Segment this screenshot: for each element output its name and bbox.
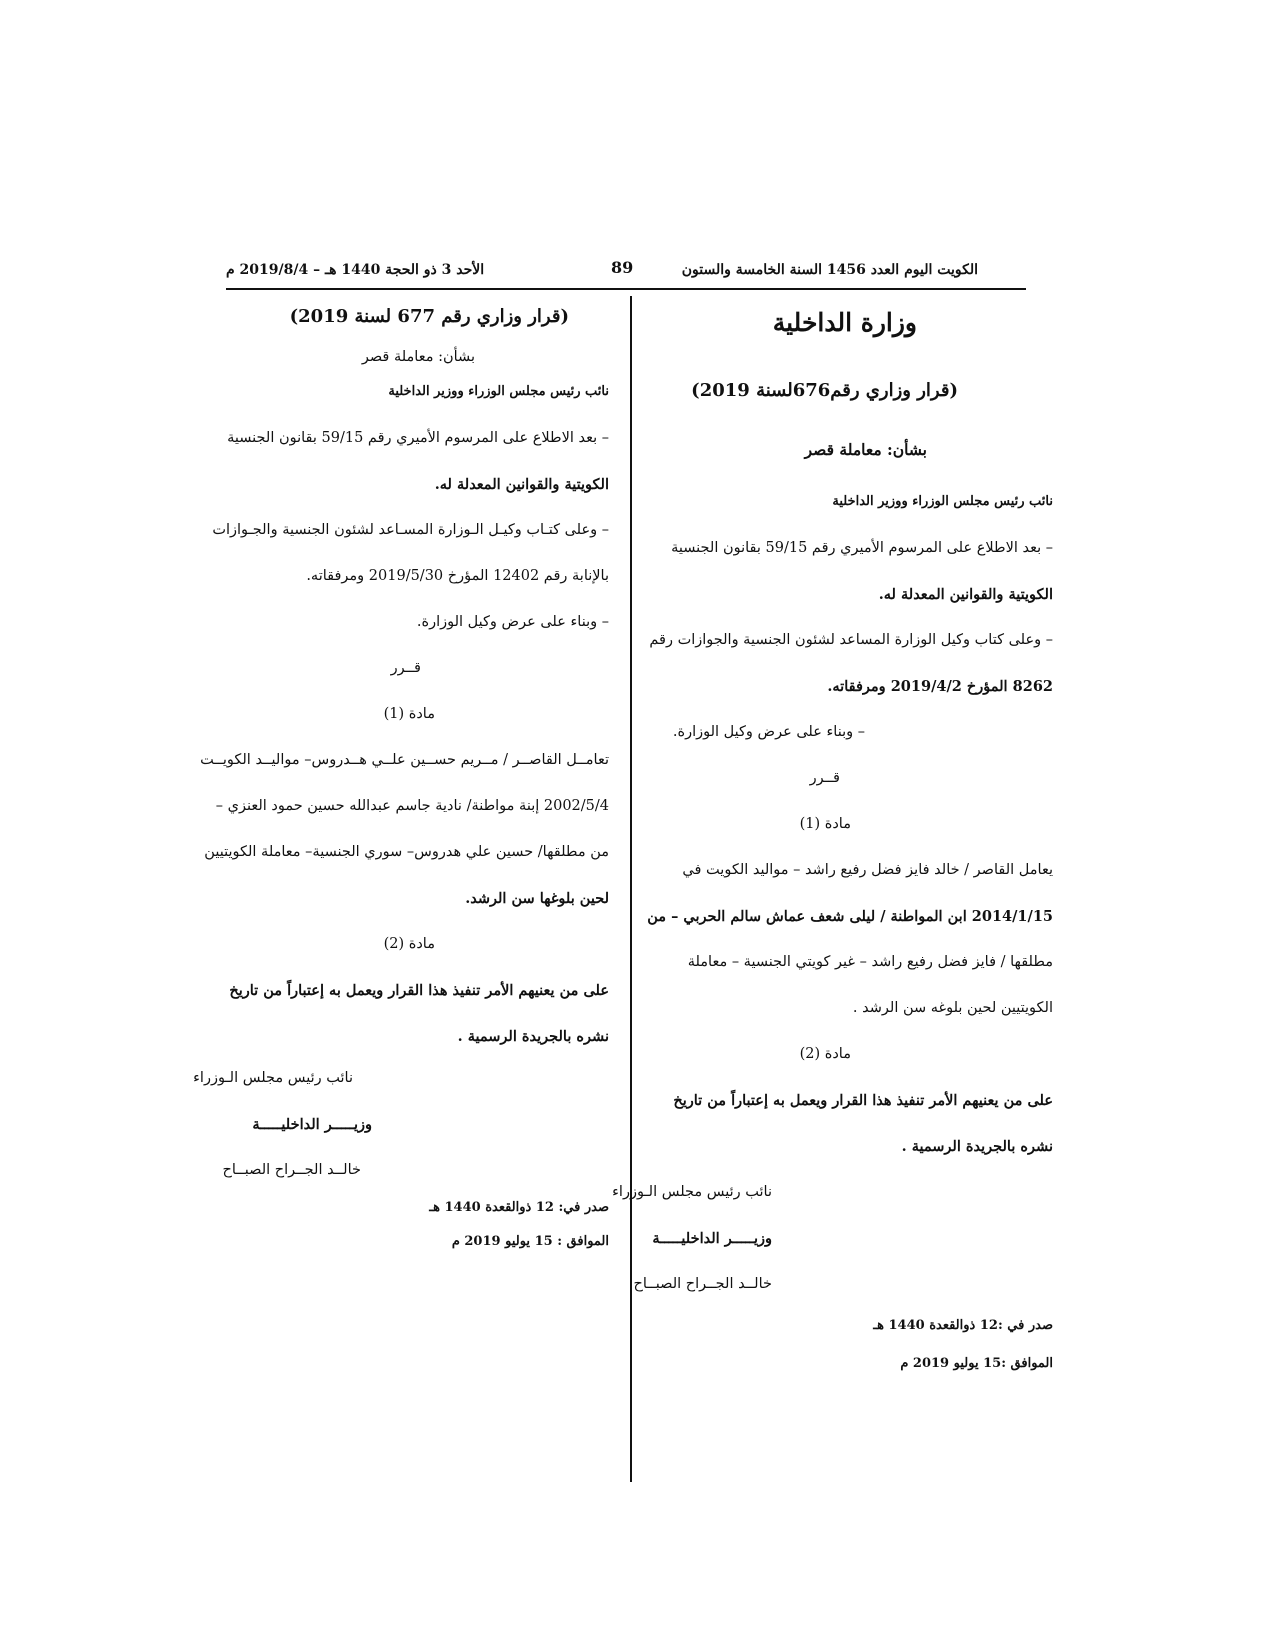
decision-title-676: (قرار وزاري رقم676لسنة 2019): [691, 380, 958, 401]
column-divider: [630, 296, 632, 1482]
issued-date: صدر في :12 ذوالقعدة 1440 هـ: [873, 1318, 1053, 1333]
preamble-line: – وعلى كتاب وكيل الوزارة المساعد لشئون الجنسية والجوازات رقم: [649, 632, 1053, 648]
preamble-line: بالإنابة رقم 12402 المؤرخ 2019/5/30 ومرفقاته.: [306, 568, 609, 584]
issued-date: صدر في: 12 ذوالقعدة 1440 هـ: [429, 1200, 609, 1215]
signature-ministry: وزيـــــر الداخليـــــة: [252, 1116, 372, 1133]
signature-title: نائب رئيس مجلس الـوزراء: [612, 1184, 772, 1200]
issuer-676: نائب رئيس مجلس الوزراء ووزير الداخلية: [832, 494, 1053, 509]
article-line: 2014/1/15 ابن المواطنة / ليلى شعف عماش سالم الحربي – من: [647, 908, 1053, 925]
article-line: على من يعنيهم الأمر تنفيذ هذا القرار ويعمل به إعتباراً من تاريخ: [229, 982, 609, 999]
page-number: 89: [611, 258, 634, 277]
article-line: على من يعنيهم الأمر تنفيذ هذا القرار ويعمل به إعتباراً من تاريخ: [673, 1092, 1053, 1109]
header-divider: [226, 288, 1026, 290]
article-line: يعامل القاصر / خالد فايز فضل رفيع راشد – مواليد الكويت في: [682, 862, 1053, 878]
preamble-line: – وبناء على عرض وكيل الوزارة.: [416, 614, 609, 630]
article-line: الكويتيين لحين بلوغه سن الرشد .: [852, 1000, 1053, 1016]
article-line: من مطلقها/ حسين علي هدروس– سوري الجنسية– معاملة الكويتيين: [204, 844, 609, 860]
decided-label: قــرر: [390, 660, 421, 676]
gazette-issue-header: الكويت اليوم العدد 1456 السنة الخامسة والستون: [681, 262, 978, 278]
corresponding-date: الموافق : 15 يوليو 2019 م: [451, 1234, 609, 1249]
preamble-line: – بعد الاطلاع على المرسوم الأميري رقم 59/15 بقانون الجنسية: [227, 430, 609, 446]
preamble-line: – وعلى كتـاب وكيـل الـوزارة المسـاعد لشئون الجنسية والجـوازات: [212, 522, 609, 538]
decided-label: قــرر: [809, 770, 840, 786]
decision-title-677: (قرار وزاري رقم 677 لسنة 2019): [289, 306, 569, 327]
article-title: مادة (1): [799, 816, 851, 832]
article-title: مادة (2): [799, 1046, 851, 1062]
signature-name: خالــد الجــراح الصبــاح: [222, 1162, 361, 1178]
article-line: لحين بلوغها سن الرشد.: [465, 890, 609, 907]
signature-ministry: وزيـــــر الداخليـــــة: [652, 1230, 772, 1247]
preamble-line: – بعد الاطلاع على المرسوم الأميري رقم 59/15 بقانون الجنسية: [671, 540, 1053, 556]
decision-subject-677: بشأن: معاملة قصر: [361, 349, 475, 365]
corresponding-date: الموافق :15 يوليو 2019 م: [900, 1356, 1053, 1371]
issuer-677: نائب رئيس مجلس الوزراء ووزير الداخلية: [388, 384, 609, 399]
article-line: نشره بالجريدة الرسمية .: [457, 1028, 609, 1045]
article-line: 2002/5/4 إبنة مواطنة/ نادية جاسم عبدالله حسين حمود العنزي –: [215, 798, 609, 814]
ministry-title: وزارة الداخلية: [772, 308, 917, 337]
signature-name: خالــد الجــراح الصبــاح: [633, 1276, 772, 1292]
signature-title: نائب رئيس مجلس الـوزراء: [193, 1070, 353, 1086]
article-line: مطلقها / فايز فضل رفيع راشد – غير كويتي الجنسية – معاملة: [687, 954, 1053, 970]
decision-subject-676: بشأن: معاملة قصر: [804, 440, 927, 459]
preamble-line: – وبناء على عرض وكيل الوزارة.: [672, 724, 865, 740]
article-line: تعامــل القاصــر / مــريم حســين علــي هــدروس– مواليــد الكويــت: [200, 752, 609, 768]
preamble-line: الكويتية والقوانين المعدلة له.: [878, 586, 1053, 603]
publication-date-header: الأحد 3 ذو الحجة 1440 هـ – 2019/8/4 م: [226, 262, 485, 278]
article-line: نشره بالجريدة الرسمية .: [901, 1138, 1053, 1155]
article-title: مادة (2): [383, 936, 435, 952]
article-title: مادة (1): [383, 706, 435, 722]
preamble-line: الكويتية والقوانين المعدلة له.: [434, 476, 609, 493]
preamble-line: 8262 المؤرخ 2019/4/2 ومرفقاته.: [827, 678, 1053, 695]
